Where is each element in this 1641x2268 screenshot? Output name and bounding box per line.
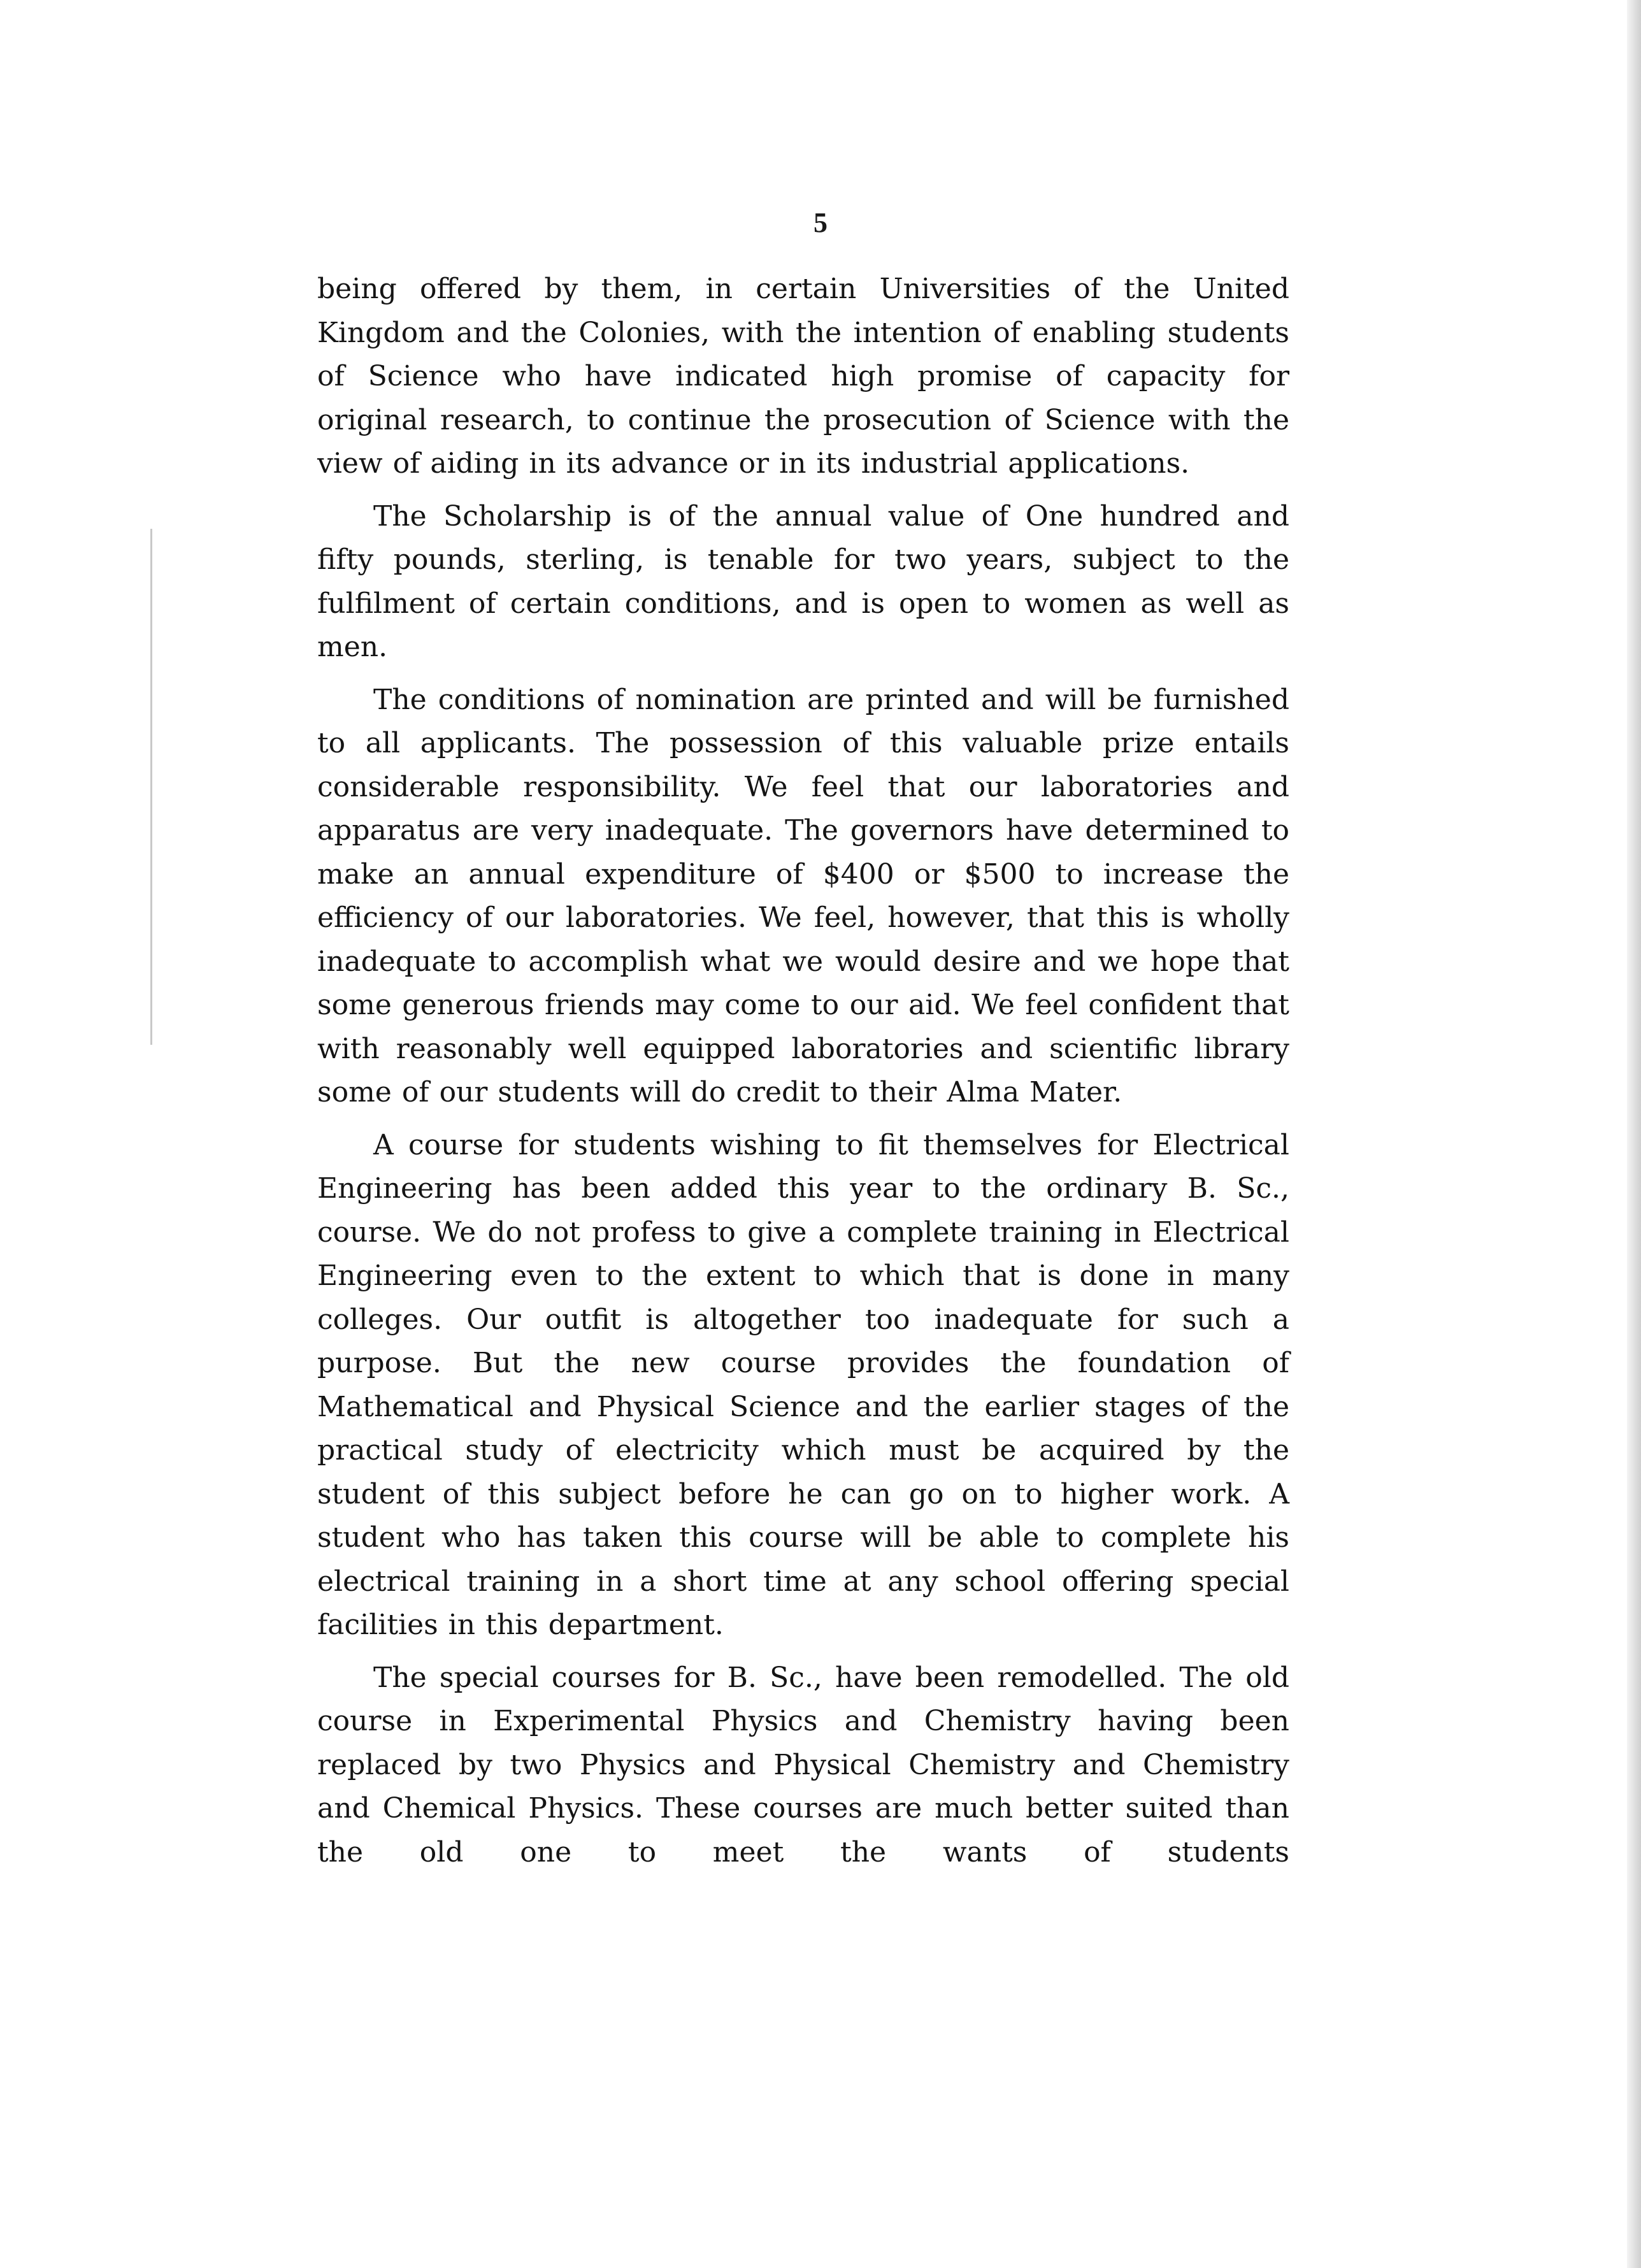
page-number: 5 (813, 207, 828, 238)
body-text (317, 268, 1289, 1874)
scan-page-edge (1627, 0, 1641, 2268)
paragraph-special-courses: The special courses for B. Sc., have been remodelled. The old course in Experimental Physics and Chemistry having been replaced by two Physics and Physical Chemistry and Chemistry and Chemical Physics. These courses are much better suited than the old one to meet the wants of students (317, 1661, 1289, 1869)
margin-binding-line (150, 529, 152, 1045)
paragraph-electrical-engineering: A course for students wishing to fit themselves for Electrical Engineering has been added this year to the ordinary B. Sc., course. We do not profess to give a complete training in Electrical Engineering even to the extent to which that is done in many colleges. Our outfit is altogether too inadequate for such a purpose. But the new course provides the foundation of Mathematical and Physical Science and the earlier stages of the practical study of electricity which must be acquired by the student of this subject before he can go on to higher work. A student who has taken this course will be able to complete his electrical training in a short time at any school offering special facilities in this department. (317, 1128, 1289, 1641)
paragraph-scholarship-purpose: being offered by them, in certain Universities of the United Kingdom and the Colonies, with the intention of enabling students of Science who have indicated high promise of capacity for original research, to continue the prosecution of Science with the view of aiding in its advance or in its industrial applications. (317, 273, 1289, 480)
paragraph-scholarship-value: The Scholarship is of the annual value of One hundred and fifty pounds, sterling, is tenable for two years, subject to the fulfilment of certain conditions, and is open to women as well as men. (317, 499, 1289, 663)
paragraph-nomination-conditions: The conditions of nomination are printed and will be furnished to all applicants. The possession of this valuable prize entails considerable responsibility. We feel that our laboratories and apparatus are very inadequate. The governors have determined to make an annual expenditure of $400 or $500 to increase the efficiency of our laboratories. We feel, however, that this is wholly inadequate to accomplish what we would desire and we hope that some generous friends may come to our aid. We feel confident that with reasonably well equipped laboratories and scientific library some of our students will do credit to their Alma Mater. (317, 683, 1289, 1109)
